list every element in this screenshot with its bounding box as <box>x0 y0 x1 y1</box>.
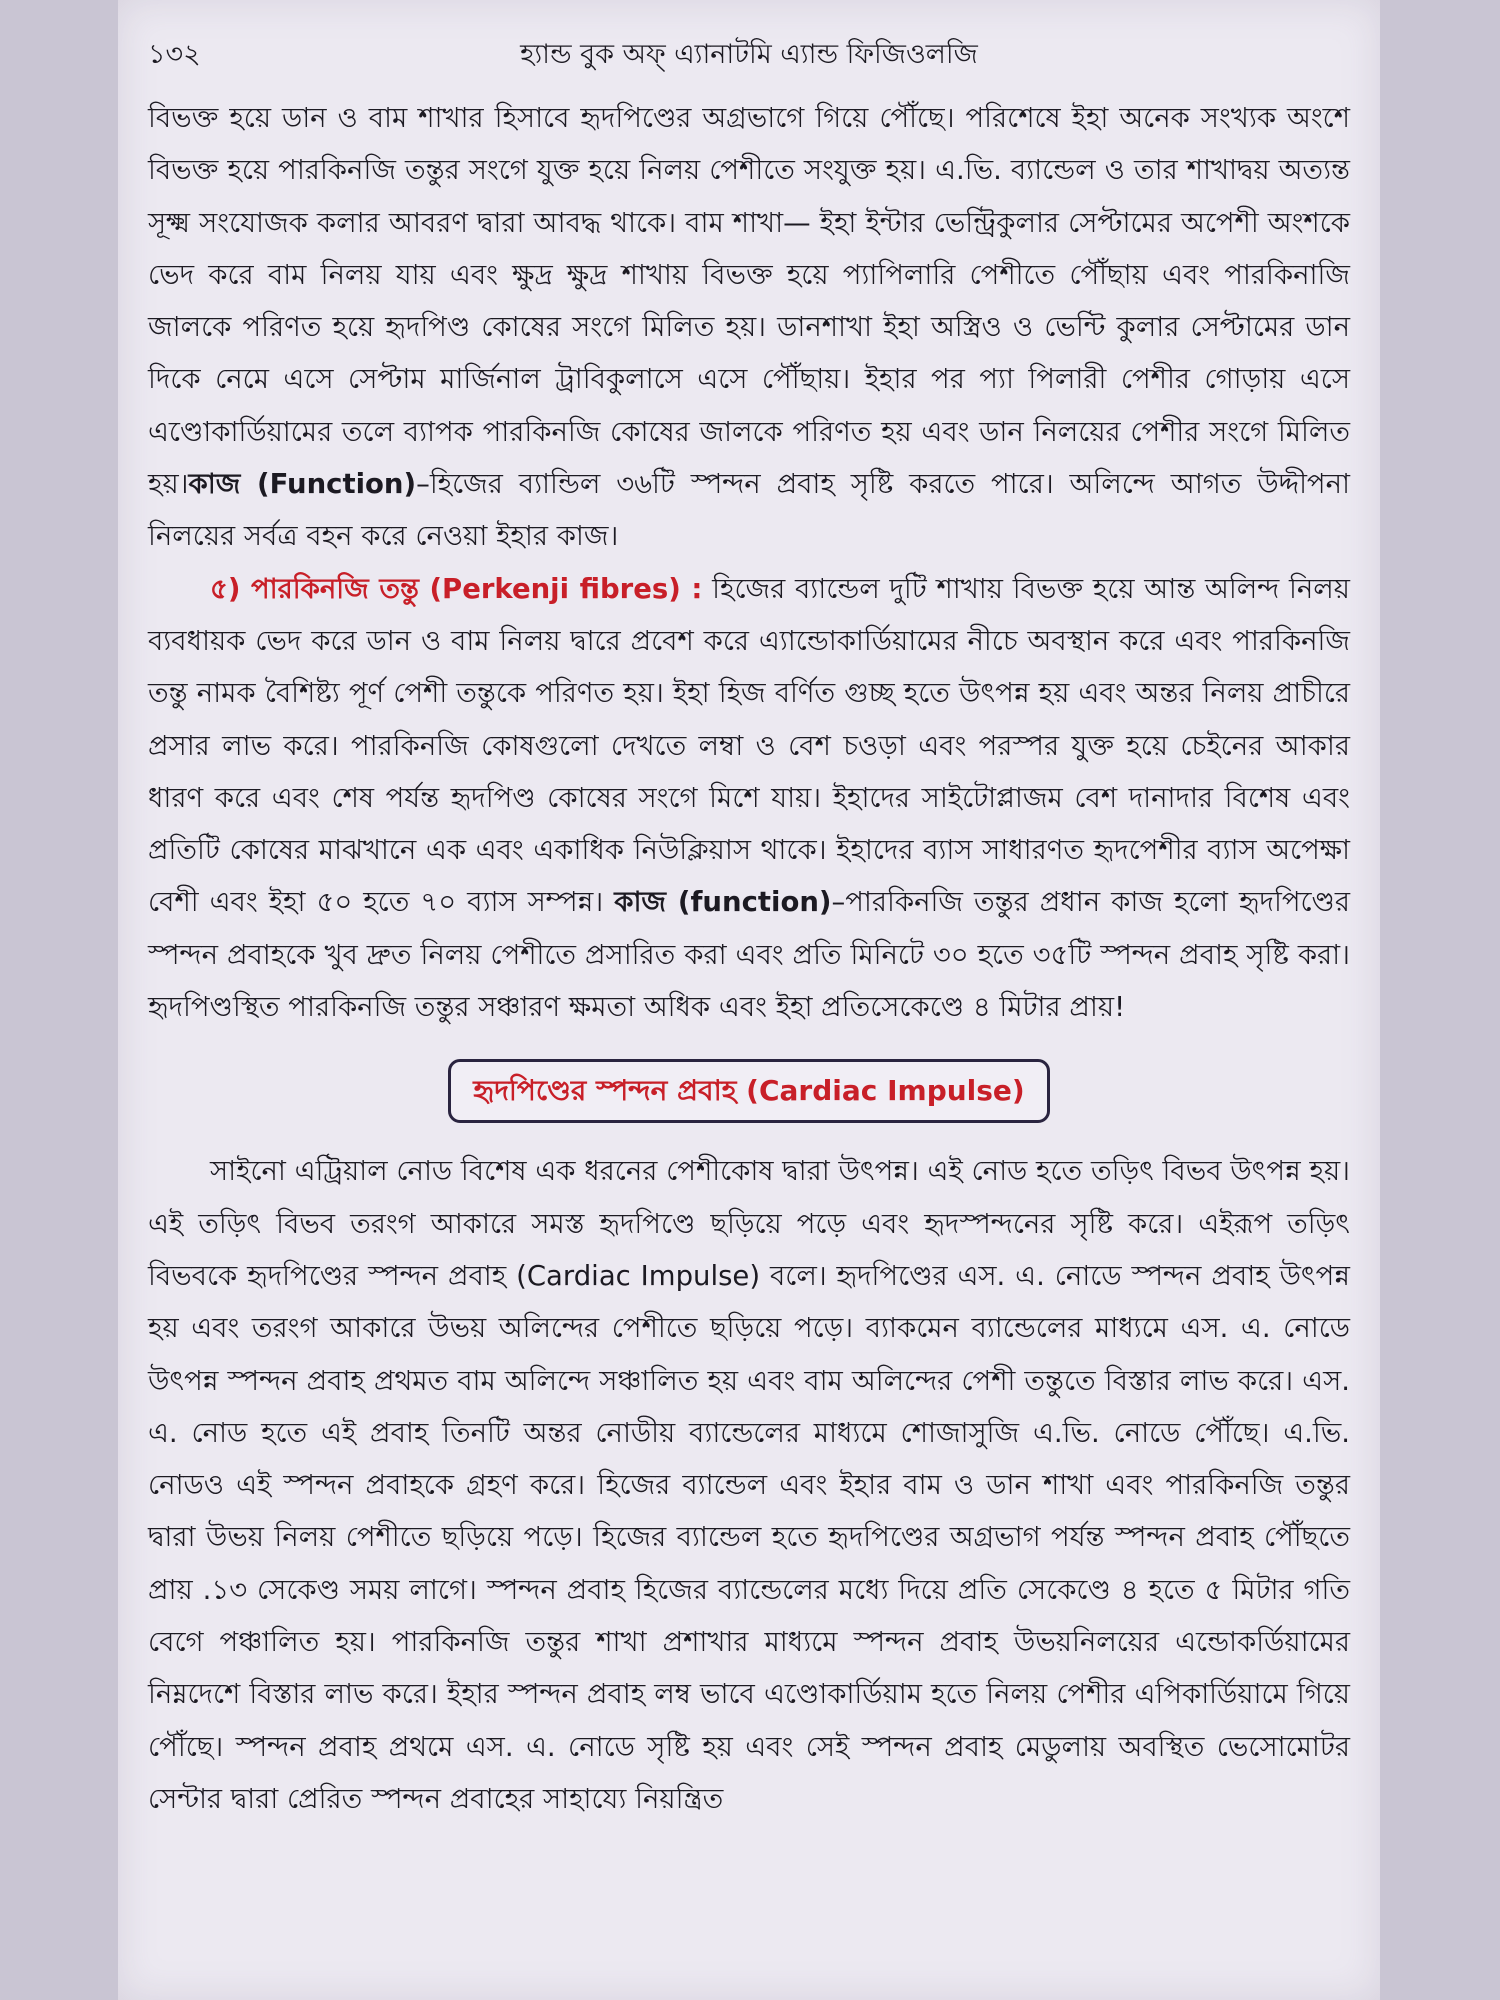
running-title: হ্যান্ড বুক অফ্ এ্যানাটমি এ্যান্ড ফিজিওলজি <box>520 39 978 70</box>
book-page <box>118 0 1380 2000</box>
paragraph-cardiac-impulse <box>148 1145 1350 1825</box>
paragraph-av-bundle <box>148 92 1350 563</box>
paragraph-text: বিভক্ত হয়ে ডান ও বাম শাখার হিসাবে হৃদপিণ্ডের অগ্রভাগে গিয়ে পৌঁছে। পরিশেষে ইহা অনেক সংখ্যক অংশে বিভক্ত হয়ে পারকিনজি তন্তুর সংগে যুক্ত হয়ে নিলয় পেশীতে সংযুক্ত হয়। এ.ভি. ব্যান্ডেল ও তার শাখাদ্বয় অত্যন্ত সূক্ষ্ম সংযোজক কলার আবরণ দ্বারা আবদ্ধ থাকে। বাম শাখা— ইহা ইন্টার ভেন্ট্রিকুলার সেপ্টামের অপেশী অংশকে ভেদ করে বাম নিলয় যায় এবং ক্ষুদ্র ক্ষুদ্র শাখায় বিভক্ত হয়ে প্যাপিলারি পেশীতে পৌঁছায় এবং পারকিনাজি জালকে পরিণত হয়ে হৃদপিণ্ড কোষের সংগে মিলিত হয়। ডানশাখা ইহা অস্ত্রিও ও ভেন্টি কুলার সেপ্টামের ডান দিকে নেমে এসে সেপ্টাম মার্জিনাল ট্রাবিকুলাসে এসে পৌঁছায়। ইহার পর প্যা পিলারী পেশীর গোড়ায় এসে এণ্ডোকার্ডিয়ামের তলে ব্যাপক পারকিনজি কোষের জালকে পরিণত হয় এবং ডান নিলয়ের পেশীর সংগে মিলিত হয়। <box>148 102 1350 501</box>
paragraph-purkinje-fibres <box>148 563 1350 1034</box>
paragraph-text: –পারকিনজি তন্তুর প্রধান কাজ হলো হৃদপিণ্ডের স্পন্দন প্রবাহকে খুব দ্রুত নিলয় পেশীতে প্রসারিত করা এবং প্রতি মিনিটে ৩০ হতে ৩৫টি স্পন্দন প্রবাহ সৃষ্টি করা। হৃদপিণ্ডস্থিত পারকিনজি তন্তুর সঞ্চারণ ক্ষমতা অধিক এবং ইহা প্রতিসেকেণ্ডে ৪ মিটার প্রায়! <box>148 886 1351 1024</box>
section-heading-wrapper <box>148 1059 1350 1123</box>
paragraph-text: হিজের ব্যান্ডেল দুটি শাখায় বিভক্ত হয়ে আন্ত অলিন্দ নিলয় ব্যবধায়ক ভেদ করে ডান ও বাম নিলয় দ্বারে প্রবেশ করে এ্যান্ডোকার্ডিয়ামের নীচে অবস্থান করে এবং পারকিনজি তন্তু নামক বৈশিষ্ট্য পূর্ণ পেশী তন্তুকে পরিণত হয়। ইহা হিজ বর্ণিত গুচ্ছ হতে উৎপন্ন হয় এবং অন্তর নিলয় প্রাচীরে প্রসার লাভ করে। পারকিনজি কোষগুলো দেখতে লম্বা ও বেশ চওড়া এবং পরস্পর যুক্ত হয়ে চেইনের আকার ধারণ করে এবং শেষ পর্যন্ত হৃদপিণ্ড কোষের সংগে মিশে যায়। ইহাদের সাইটোপ্লাজম বেশ দানাদার বিশেষ এবং প্রতিটি কোষের মাঝখানে এক এবং একাধিক নিউক্লিয়াস থাকে। ইহাদের ব্যাস সাধারণত হৃদপেশীর ব্যাস অপেক্ষা বেশী এবং ইহা ৫০ হতে ৭০ ব্যাস সম্পন্ন। <box>148 572 1350 919</box>
paragraph-text: –হিজের ব্যান্ডিল ৩৬টি স্পন্দন প্রবাহ সৃষ্টি করতে পারে। অলিন্দে আগত উদ্দীপনা নিলয়ের সর্বত্র বহন করে নেওয়া ইহার কাজ। <box>148 468 1350 553</box>
page-content <box>148 92 1350 1825</box>
page-number: ১৩২ <box>148 39 201 70</box>
subheading-purkinje-fibres: ৫) পারকিনজি তন্তু (Perkenji fibres) : <box>210 572 703 605</box>
function-label: কাজ (function) <box>614 886 832 919</box>
paragraph-text: সাইনো এট্রিয়াল নোড বিশেষ এক ধরনের পেশীকোষ দ্বারা উৎপন্ন। এই নোড হতে তড়িৎ বিভব উৎপন্ন হয়। এই তড়িৎ বিভব তরংগ আকারে সমস্ত হৃদপিণ্ডে ছড়িয়ে পড়ে এবং হৃদস্পন্দনের সৃষ্টি করে। এইরূপ তড়িৎ বিভবকে হৃদপিণ্ডের স্পন্দন প্রবাহ (Cardiac Impulse) বলে। হৃদপিণ্ডের এস. এ. নোডে স্পন্দন প্রবাহ উৎপন্ন হয় এবং তরংগ আকারে উভয় অলিন্দের পেশীতে ছড়িয়ে পড়ে। ব্যাকমেন ব্যান্ডেলের মাধ্যমে এস. এ. নোডে উৎপন্ন স্পন্দন প্রবাহ প্রথমত বাম অলিন্দে সঞ্চালিত হয় এবং বাম অলিন্দের পেশী তন্তুতে বিস্তার লাভ করে। এস. এ. নোড হতে এই প্রবাহ তিনটি অন্তর নোডীয় ব্যান্ডেলের মাধ্যমে শোজাসুজি এ.ভি. নোডে পৌঁছে। এ.ভি. নোডও এই স্পন্দন প্রবাহকে গ্রহণ করে। হিজের ব্যান্ডেল এবং ইহার বাম ও ডান শাখা এবং পারকিনজি তন্তুর দ্বারা উভয় নিলয় পেশীতে ছড়িয়ে পড়ে। হিজের ব্যান্ডেল হতে হৃদপিণ্ডের অগ্রভাগ পর্যন্ত স্পন্দন প্রবাহ পৌঁছতে প্রায় .১৩ সেকেণ্ড সময় লাগে। স্পন্দন প্রবাহ হিজের ব্যান্ডেলের মধ্যে দিয়ে প্রতি সেকেণ্ডে ৪ হতে ৫ মিটার গতি বেগে পঞ্চালিত হয়। পারকিনজি তন্তুর শাখা প্রশাখার মাধ্যমে স্পন্দন প্রবাহ উভয়নিলয়ের এন্ডোকর্ডিয়ামের নিম্নদেশে বিস্তার লাভ করে। ইহার স্পন্দন প্রবাহ লম্ব ভাবে এণ্ডোকার্ডিয়াম হতে নিলয় পেশীর এপিকার্ডিয়ামে গিয়ে পৌঁছে। স্পন্দন প্রবাহ প্রথমে এস. এ. নোডে সৃষ্টি হয় এবং সেই স্পন্দন প্রবাহ মেডুলায় অবস্থিত ভেসোমোটর সেন্টার দ্বারা প্রেরিত স্পন্দন প্রবাহের সাহায্যে নিয়ন্ত্রিত <box>148 1155 1350 1815</box>
function-label: কাজ (Function) <box>188 468 417 501</box>
section-heading-cardiac-impulse: হৃদপিণ্ডের স্পন্দন প্রবাহ (Cardiac Impulse) <box>448 1059 1049 1123</box>
page-header <box>148 30 1350 70</box>
